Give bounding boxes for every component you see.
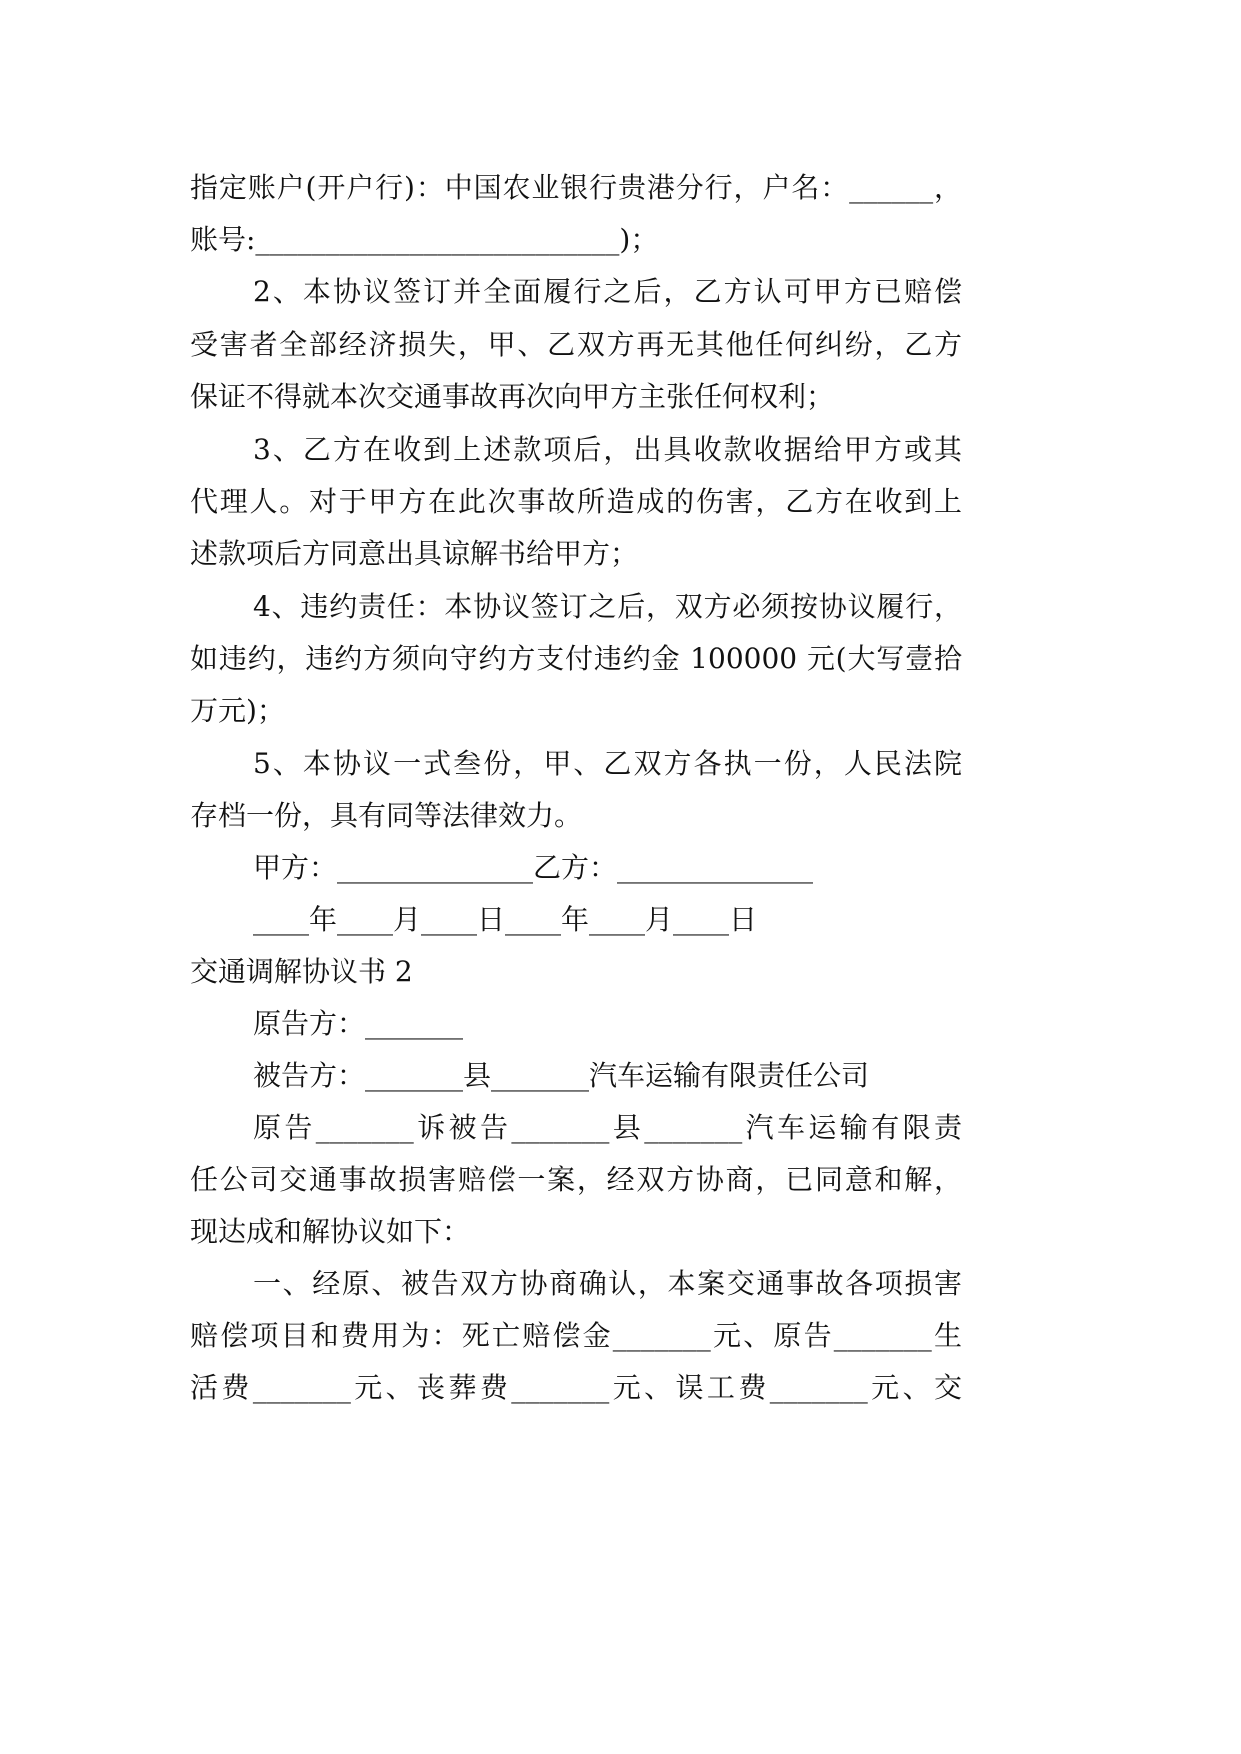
text-line: 原告_______诉被告_______县_______汽车运输有限责 <box>253 1111 962 1144</box>
text-line: 万元)； <box>190 694 285 727</box>
text-line: 一、经原、被告双方协商确认，本案交通事故各项损害 <box>253 1267 962 1300</box>
text-line: 账号:__________________________)； <box>190 223 659 256</box>
section-title: 交通调解协议书 2 <box>190 955 413 988</box>
text-line: 现达成和解协议如下： <box>190 1215 471 1248</box>
text-line: 活费_______元、丧葬费_______元、误工费_______元、交 <box>190 1371 962 1404</box>
text-line: 保证不得就本次交通事故再次向甲方主张任何权利； <box>190 380 835 413</box>
text-line: 原告方：_______ <box>253 1007 464 1040</box>
signature-line: 甲方：______________乙方：______________ <box>253 851 814 884</box>
text-line: 3、乙方在收到上述款项后，出具收款收据给甲方或其 <box>253 433 962 466</box>
date-line: ____年____月____日____年____月____日 <box>253 903 758 936</box>
text-line: 如违约，违约方须向守约方支付违约金 100000 元(大写壹拾 <box>190 642 962 675</box>
text-line: 述款项后方同意出具谅解书给甲方； <box>190 537 639 570</box>
text-line: 任公司交通事故损害赔偿一案，经双方协商，已同意和解， <box>190 1163 962 1196</box>
text-line: 4、违约责任：本协议签订之后，双方必须按协议履行， <box>253 590 962 623</box>
text-line: 受害者全部经济损失，甲、乙双方再无其他任何纠纷，乙方 <box>190 328 962 361</box>
text-line: 代理人。对于甲方在此次事故所造成的伤害，乙方在收到上 <box>190 485 962 518</box>
text-line: 被告方：_______县_______汽车运输有限责任公司 <box>253 1059 870 1092</box>
text-line: 5、本协议一式叁份，甲、乙双方各执一份，人民法院 <box>253 747 962 780</box>
text-line: 指定账户(开户行)：中国农业银行贵港分行，户名：______， <box>190 171 962 204</box>
text-line: 存档一份，具有同等法律效力。 <box>190 799 583 832</box>
text-line: 赔偿项目和费用为：死亡赔偿金_______元、原告_______生 <box>190 1319 962 1352</box>
text-line: 2、本协议签订并全面履行之后，乙方认可甲方已赔偿 <box>253 275 962 308</box>
